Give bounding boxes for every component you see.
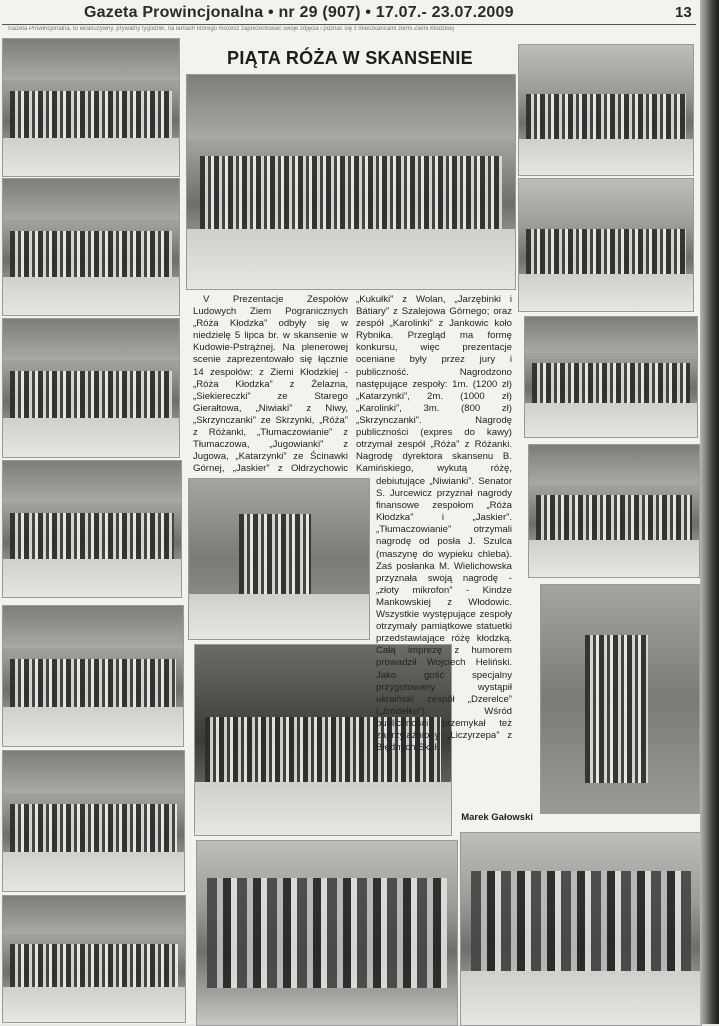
photo-left-4 <box>2 460 182 598</box>
photo-nature <box>540 584 700 814</box>
photo-right-3 <box>524 316 698 438</box>
article-paragraph: V Prezentacje Zespołów Ludowych Ziem Pogranicznych „Róża Kłodzka” odbyły się w niedzielę 5 lipca br. w skansenie w Kudowie-Pstrążnej. Na plenerowej scenie zaprezentowało się łącznie 14 zespołów: z Ziemi Kłodzkiej - „Róża Kłodzka” z Żelazna, „Siekiereczki” ze Starego Gierałtowa, „Niwiaki” z Niwy, „Skrzynczanki” ze Skrzynki, „Róża” z Różanki, „Tłumaczowianie” z Tłumaczowa, „Jugowianki” z Jugowa, „Katarzynki” ze Ścinawki Górnej, „Jaskier” z Ołdrzychowic <box>193 294 348 474</box>
article-column-3 <box>376 476 512 816</box>
article-column-2 <box>356 294 512 474</box>
photo-right-4 <box>528 444 700 578</box>
article-paragraph: „Kukułki” z Wolan, „Jarzębinki i Bátiary” z Szalejowa Górnego; oraz zespół „Karolinki” z Jankowic koło Rybnika. Przegląd ma formę konkursu, więc prezentacje oceniane były przez jury i publiczność. Nagrodzono następujące zespoły: 1m. (1200 zł) „Katarzynki”, 2m. (1000 zł) „Karolinki”, 3m. (800 zł) „Skrzynczanki”. Nagrodę publiczności (expres do kawy) otrzymał zespół „Róża” z Różanki. Nagrodę dyrektora skansenu B. Kamińskiego, wykutą różę, <box>356 294 512 474</box>
photo-right-2 <box>518 178 694 312</box>
masthead-bar <box>0 0 700 26</box>
page-edge-shadow <box>700 0 719 1024</box>
article-paragraph: debiutujące „Niwianki”. Senator S. Jurcewicz przyznał nagrody finansowe zespołom „Róża Kłodzka” i „Jaskier”. „Tłumaczowianie” otrzymali nagrodę od posła J. Szulca (maszynę do wypieku chleba). Zaś posłanka M. Wielichowska przyznała swoją nagrodę - „złoty mikrofon” - Kindze Mankowskiej z Włodowic. Wszystkie występujące zespoły otrzymały pamiątkowe statuetki przedstawiające różę kłodzką. Całą imprezę z humorem prowadził Wojciech Heliński. Jako gość specjalny przygotowany wystąpił ukraiński zespół „Dzerelce” („źródełko”). Wśród publiczności przemykał też zaprzyjaźniony „Liczyrzepa” z Błędnych Skał. <box>376 476 512 754</box>
article-headline: PIĄTA RÓŻA W SKANSENIE <box>227 48 473 68</box>
photo-dancers <box>460 832 702 1026</box>
photo-left-7 <box>2 895 186 1023</box>
header-rule <box>2 24 696 25</box>
photo-main <box>186 74 516 290</box>
photo-left-3 <box>2 318 180 458</box>
photo-audience <box>196 840 458 1026</box>
page-number: 13 <box>675 4 692 21</box>
photo-right-1 <box>518 44 694 176</box>
masthead-subline: Gazeta Prowincjonalna, to ekskluzywny, prywatny tygodnik, na łamach którego możesz zaprezentować swoje zdjęcia i poznać się z mieszkańcami ziemi Ziemi Kłodzkiej <box>8 26 455 32</box>
photo-left-5 <box>2 605 184 747</box>
photo-tower <box>188 478 370 640</box>
masthead-title: Gazeta Prowincjonalna • nr 29 (907) • 17.07.- 23.07.2009 <box>84 4 514 21</box>
article-byline: Marek Gałowski <box>461 812 533 823</box>
photo-left-2 <box>2 178 180 316</box>
article-column-1 <box>193 294 348 474</box>
photo-left-1 <box>2 38 180 177</box>
photo-left-6 <box>2 750 185 892</box>
